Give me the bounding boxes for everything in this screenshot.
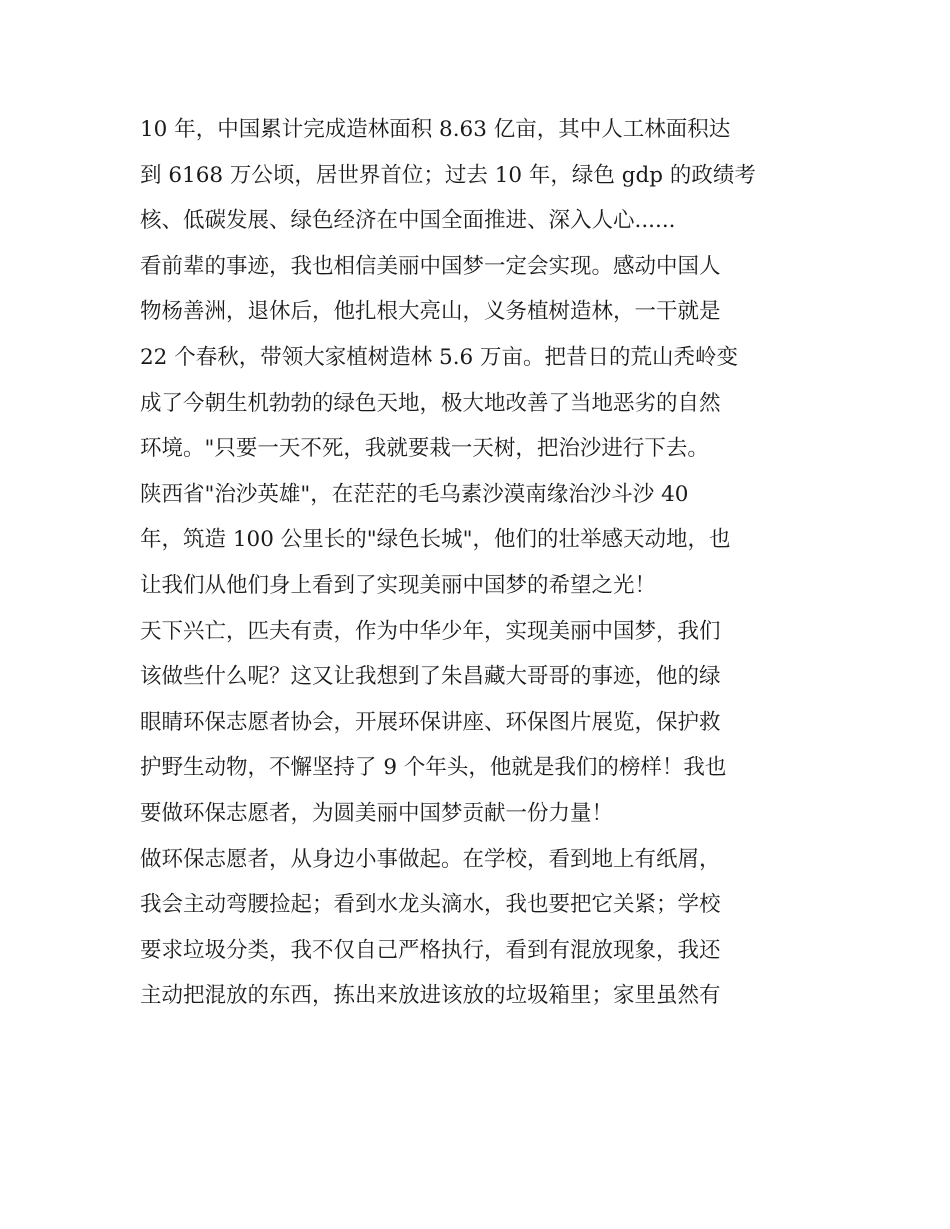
text-line: 10 年，中国累计完成造林面积 8.63 亿亩，其中人工林面积达: [140, 117, 731, 142]
text-line: 护野生动物，不懈坚持了 9 个年头，他就是我们的榜样！我也: [140, 755, 727, 781]
text-line: 天下兴亡，匹夫有责，作为中华少年，实现美丽中国梦，我们: [140, 618, 721, 644]
document-body: [140, 107, 830, 1019]
text-line: 年，筑造 100 公里长的"绿色长城"，他们的壮举感天动地，也: [140, 527, 731, 553]
text-line: 环境。"只要一天不死，我就要栽一天树，把治沙进行下去。: [140, 436, 709, 462]
text-line: 看前辈的事迹，我也相信美丽中国梦一定会实现。感动中国人: [140, 253, 721, 279]
text-line: 要做环保志愿者，为圆美丽中国梦贡献一份力量！: [140, 800, 614, 826]
text-line: 该做些什么呢？这又让我想到了朱昌藏大哥哥的事迹，他的绿: [140, 664, 721, 690]
text-line: 物杨善洲，退休后，他扎根大亮山，义务植树造林，一干就是: [140, 299, 721, 325]
text-line: 主动把混放的东西，拣出来放进该放的垃圾箱里；家里虽然有: [140, 983, 721, 1009]
text-line: 核、低碳发展、绿色经济在中国全面推进、深入人心......: [140, 208, 676, 234]
text-line: 22 个春秋，带领大家植树造林 5.6 万亩。把昔日的荒山秃岭变: [140, 344, 739, 370]
text-line: 眼睛环保志愿者协会，开展环保讲座、环保图片展览，保护救: [140, 709, 721, 735]
text-line: 做环保志愿者，从身边小事做起。在学校，看到地上有纸屑，: [140, 846, 721, 872]
text-line: 陕西省"治沙英雄"，在茫茫的毛乌素沙漠南缘治沙斗沙 40: [140, 481, 689, 507]
text-line: 我会主动弯腰捡起；看到水龙头滴水，我也要把它关紧；学校: [140, 892, 721, 918]
text-line: 让我们从他们身上看到了实现美丽中国梦的希望之光！: [140, 572, 657, 598]
text-line: 要求垃圾分类，我不仅自己严格执行，看到有混放现象，我还: [140, 937, 721, 963]
text-line: 到 6168 万公顷，居世界首位；过去 10 年，绿色 gdp 的政绩考: [140, 162, 756, 188]
text-line: 成了今朝生机勃勃的绿色天地，极大地改善了当地恶劣的自然: [140, 390, 721, 416]
